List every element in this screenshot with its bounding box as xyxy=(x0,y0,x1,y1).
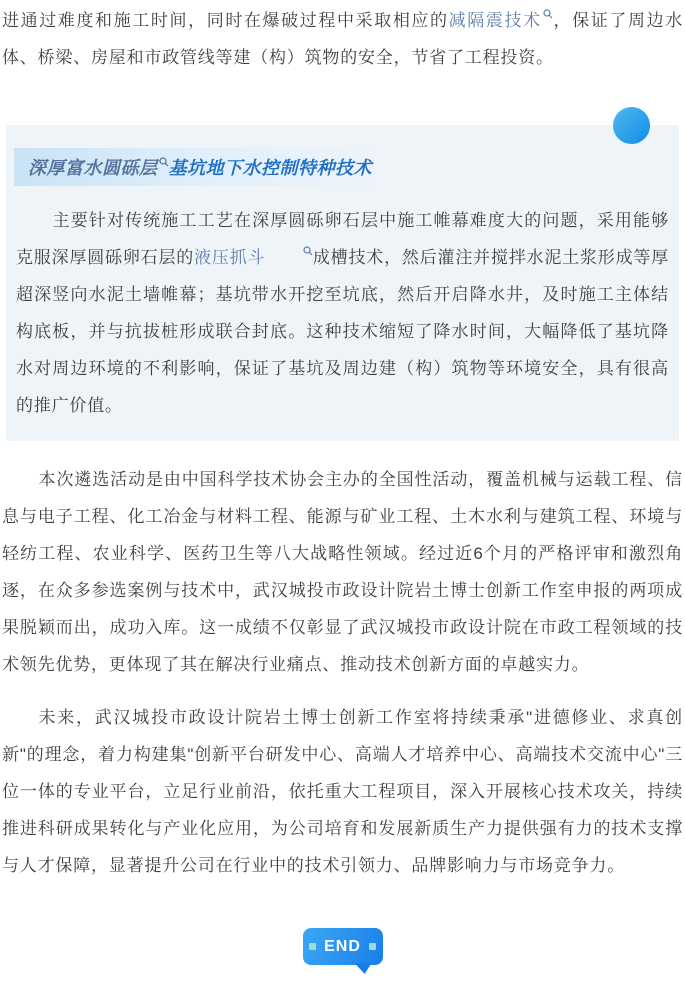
keyword-link-damping-tech[interactable] xyxy=(449,11,553,30)
section-body-paragraph xyxy=(16,202,669,424)
end-badge-right-square xyxy=(369,943,376,950)
paragraph-text: 进通过难度和施工时间，同时在爆破过程中采取相应的 xyxy=(2,11,449,30)
keyword-link-hydraulic-grab[interactable] xyxy=(194,248,313,267)
paragraph-text: 主要针对传统施工工艺在深厚圆砾卵石层中施工帷幕难度大的问题，采用能够克服深厚圆砾卵石层的 xyxy=(16,211,669,267)
title-keyword-link[interactable] xyxy=(28,158,169,178)
paragraph-intro xyxy=(2,2,683,76)
search-icon xyxy=(543,9,553,19)
end-badge-wrap xyxy=(0,928,685,979)
keyword-link-label: 减隔震技术 xyxy=(448,11,542,30)
end-badge-left-square xyxy=(309,943,316,950)
title-rest: 基坑地下水控制特种技术 xyxy=(168,158,372,178)
search-icon xyxy=(266,246,313,256)
title-keyword-label: 深厚富水圆砾层 xyxy=(28,158,158,178)
section-card-wrap xyxy=(0,125,685,441)
keyword-link-label: 液压抓斗 xyxy=(194,248,266,267)
decorative-circle xyxy=(613,107,650,144)
end-badge xyxy=(303,928,383,965)
search-icon xyxy=(159,157,169,167)
paragraph-text: 成槽技术，然后灌注并搅拌水泥土浆形成等厚超深竖向水泥土墙帷幕；基坑带水开挖至坑底，然后开启降水井，及时施工主体结构底板，并与抗拔桩形成联合封底。这种技术缩短了降水时间，大幅降低了基坑降水对周边环境的不利影响，保证了基坑及周边建（构）筑物等环境安全，具有很高的推广价值。 xyxy=(16,248,670,415)
section-title-strip xyxy=(14,148,390,186)
paragraph-text: ，保证了周边水体、桥梁、房屋和市政管线等建（构）筑物的安全，节省了工程投资。 xyxy=(2,11,684,67)
end-badge-label: END xyxy=(324,937,361,955)
paragraph-selection-activity: 本次遴选活动是由中国科学技术协会主办的全国性活动，覆盖机械与运载工程、信息与电子工程、化工冶金与材料工程、能源与矿业工程、土木水利与建筑工程、环境与轻纺工程、农业科学、医药卫生等八大战略性领域。经过近6个月的严格评审和激烈角逐，在众多参选案例与技术中，武汉城投市政设计院岩土博士创新工作室申报的两项成果脱颖而出，成功入库。这一成绩不仅彰显了武汉城投市政设计院在市政工程领域的技术领先优势，更体现了其在解决行业痛点、推动技术创新方面的卓越实力。 xyxy=(2,470,683,674)
section-card xyxy=(6,125,679,441)
paragraph-future-outlook: 未来，武汉城投市政设计院岩土博士创新工作室将持续秉承"进德修业、求真创新"的理念，着力构建集"创新平台研发中心、高端人才培养中心、高端技术交流中心"三位一体的专业平台，立足行业前沿，依托重大工程项目，深入开展核心技术攻关，持续推进科研成果转化与产业化应用，为公司培育和发展新质生产力提供强有力的技术支撑与人才保障，显著提升公司在行业中的技术引领力、品牌影响力与市场竞争力。 xyxy=(2,708,683,875)
end-badge-tail xyxy=(355,963,372,974)
section-title xyxy=(28,154,372,180)
